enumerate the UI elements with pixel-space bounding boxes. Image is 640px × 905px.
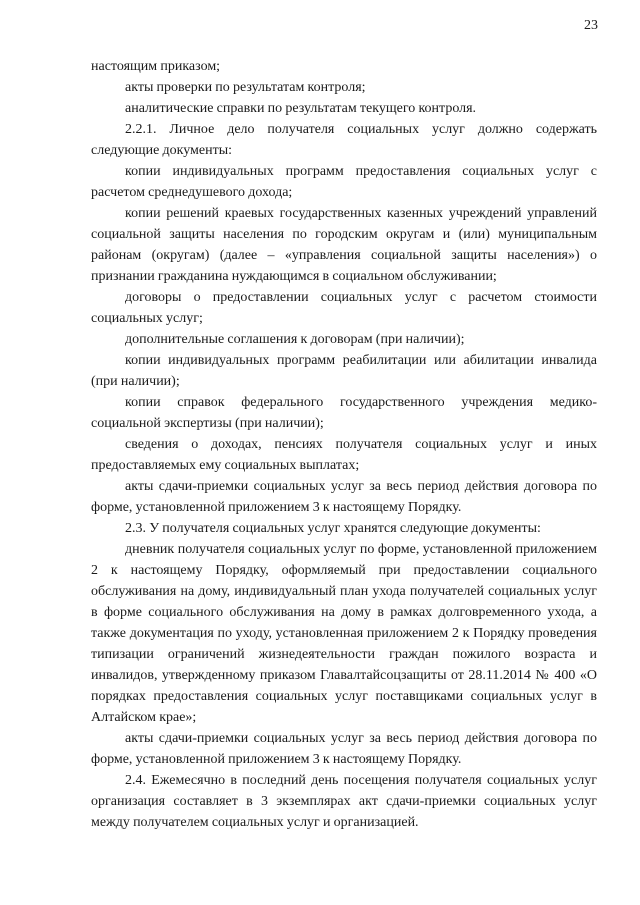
paragraph: аналитические справки по результатам текущего контроля. (125, 101, 477, 116)
page-number: 23 (584, 18, 598, 33)
paragraph: сведения о доходах, пенсиях получателя социальных услуг и иных предоставляемых ему социальных выплатах; (91, 437, 597, 473)
paragraph: дневник получателя социальных услуг по форме, установленной приложением 2 к настоящему Порядку, оформляемый при предоставлении социального обслуживания на дому, индивидуальный план ухода получателей социальных услуг в форме социального обслуживания на дому в рамках долговременного ухода, а также документация по уходу, установленная приложением 2 к Порядку проведения типизации ограничений жизнедеятельности граждан пожилого возраста и инвалидов, утвержденному приказом Главалтайсоцзащиты от 28.11.2014 № 400 «О порядках предоставления социальных услуг поставщиками социальных услуг в Алтайском крае»; (91, 542, 597, 725)
paragraph: акты сдачи-приемки социальных услуг за весь период действия договора по форме, установленной приложением 3 к настоящему Порядку. (91, 479, 597, 515)
paragraph: копии решений краевых государственных казенных учреждений управлений социальной защиты населения по городским округам и (или) муниципальным районам (округам) (далее – «управления социальной защиты населения») о признании гражданина нуждающимся в социальном обслуживании; (91, 206, 597, 284)
paragraph: договоры о предоставлении социальных услуг с расчетом стоимости социальных услуг; (91, 290, 597, 326)
paragraph: акты проверки по результатам контроля; (125, 80, 366, 95)
paragraph: настоящим приказом; (91, 59, 221, 74)
section-paragraph: 2.2.1. Личное дело получателя социальных услуг должно содержать следующие документы: (91, 122, 597, 158)
section-paragraph: 2.4. Ежемесячно в последний день посещения получателя социальных услуг организация составляет в 3 экземплярах акт сдачи-приемки социальных услуг между получателем социальных услуг и организацией. (91, 773, 597, 830)
section-paragraph: 2.3. У получателя социальных услуг хранятся следующие документы: (125, 521, 541, 536)
paragraph: дополнительные соглашения к договорам (при наличии); (125, 332, 465, 347)
paragraph: копии индивидуальных программ реабилитации или абилитации инвалида (при наличии); (91, 353, 597, 389)
paragraph: копии справок федерального государственного учреждения медико-социальной экспертизы (при наличии); (91, 395, 597, 431)
paragraph: копии индивидуальных программ предоставления социальных услуг с расчетом среднедушевого дохода; (91, 164, 597, 200)
paragraph: акты сдачи-приемки социальных услуг за весь период действия договора по форме, установленной приложением 3 к настоящему Порядку. (91, 731, 597, 767)
document-body (91, 56, 597, 833)
